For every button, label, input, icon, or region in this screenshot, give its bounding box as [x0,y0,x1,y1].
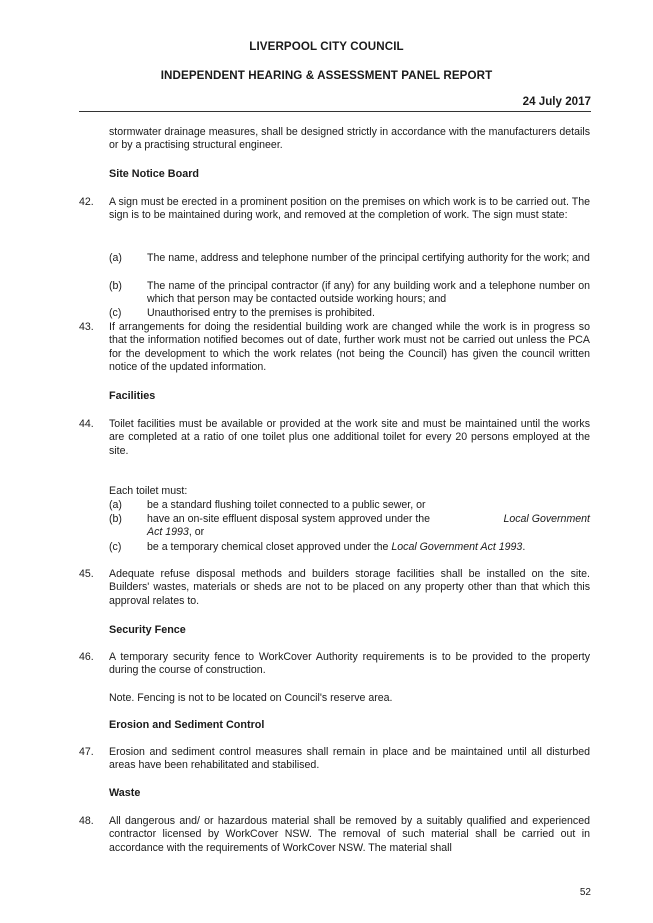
condition-text-46: A temporary security fence to WorkCover Authority requirements is to be provided to the property during the course of construction. [109,651,590,677]
sub-text-44a: be a standard flushing toilet connected to a public sewer, or [147,499,426,511]
sub-label-42c: (c) [109,307,122,319]
header-rule [79,111,591,112]
heading-erosion-control: Erosion and Sediment Control [109,719,265,731]
fencing-note: Note. Fencing is not to be located on Council's reserve area. [109,692,393,704]
condition-text-42: A sign must be erected in a prominent position on the premises on which work is to be carried out. The sign is to be maintained during work, and removed at the completion of work. The sign must state: [109,196,590,222]
sub-text-44c-act: Local Government Act 1993 [391,541,523,553]
condition-text-45: Adequate refuse disposal methods and builders storage facilities shall be installed on the site. Builders' wastes, materials or sheds are not to be placed on any property other than that which this approval relates to. [109,568,590,607]
sub-text-42c: Unauthorised entry to the premises is prohibited. [147,307,375,319]
report-date: 24 July 2017 [522,95,591,108]
sub-text-44c-tail: . [522,541,526,553]
council-title: LIVERPOOL CITY COUNCIL [249,40,404,53]
sub-text-42b: The name of the principal contractor (if any) for any building work and a telephone number on which that person may be contacted outside working hours; and [147,280,590,306]
each-toilet-intro: Each toilet must: [109,485,188,497]
sub-text-42a: The name, address and telephone number of the principal certifying authority for the work; and [147,252,590,264]
condition-text-44: Toilet facilities must be available or provided at the work site and must be maintained until the works are completed at a ratio of one toilet plus one additional toilet for every 20 persons employed at the site. [109,418,590,457]
condition-number-47: 47. [79,746,94,758]
sub-text-44c-main: be a temporary chemical closet approved under the [147,541,392,553]
sub-text-44b-main: have an on-site effluent disposal system approved under the [147,513,431,525]
intro-paragraph: stormwater drainage measures, shall be designed strictly in accordance with the manufacturers details or by a practising structural engineer. [109,126,590,152]
condition-number-43: 43. [79,321,94,333]
sub-text-44b [147,513,590,540]
sub-text-44c [147,541,590,554]
condition-text-48: All dangerous and/ or hazardous material shall be removed by a suitably qualified and experienced contractor licensed by WorkCover NSW. The removal of such material shall be carried out in accordance with the requirements of WorkCover NSW. The material shall [109,815,590,854]
heading-site-notice: Site Notice Board [109,168,199,180]
report-title: INDEPENDENT HEARING & ASSESSMENT PANEL REPORT [160,69,493,82]
sub-label-44a: (a) [109,499,122,511]
heading-security-fence: Security Fence [109,624,186,636]
sub-label-42a: (a) [109,252,122,264]
heading-facilities: Facilities [109,390,156,402]
sub-label-44c: (c) [109,541,122,553]
condition-number-42: 42. [79,196,94,208]
heading-waste: Waste [109,787,141,799]
condition-number-48: 48. [79,815,94,827]
sub-text-44b-tail: , or [188,526,205,539]
sub-text-44b-act-year: Act 1993 [147,526,189,539]
sub-label-44b: (b) [109,513,122,525]
condition-text-43: If arrangements for doing the residential building work are changed while the work is in progress so that the information notified becomes out of date, further work must not be carried out unless the PCA for the development to which the work relates (not being the Council) has given the council written notice of the updated information. [109,321,590,374]
condition-number-46: 46. [79,651,94,663]
condition-number-45: 45. [79,568,94,580]
condition-number-44: 44. [79,418,94,430]
condition-text-47: Erosion and sediment control measures shall remain in place and be maintained until all disturbed areas have been rehabilitated and stabilised. [109,746,590,772]
page-number: 52 [579,887,591,898]
sub-label-42b: (b) [109,280,122,292]
sub-text-44b-act-name: Local Government [503,513,590,525]
